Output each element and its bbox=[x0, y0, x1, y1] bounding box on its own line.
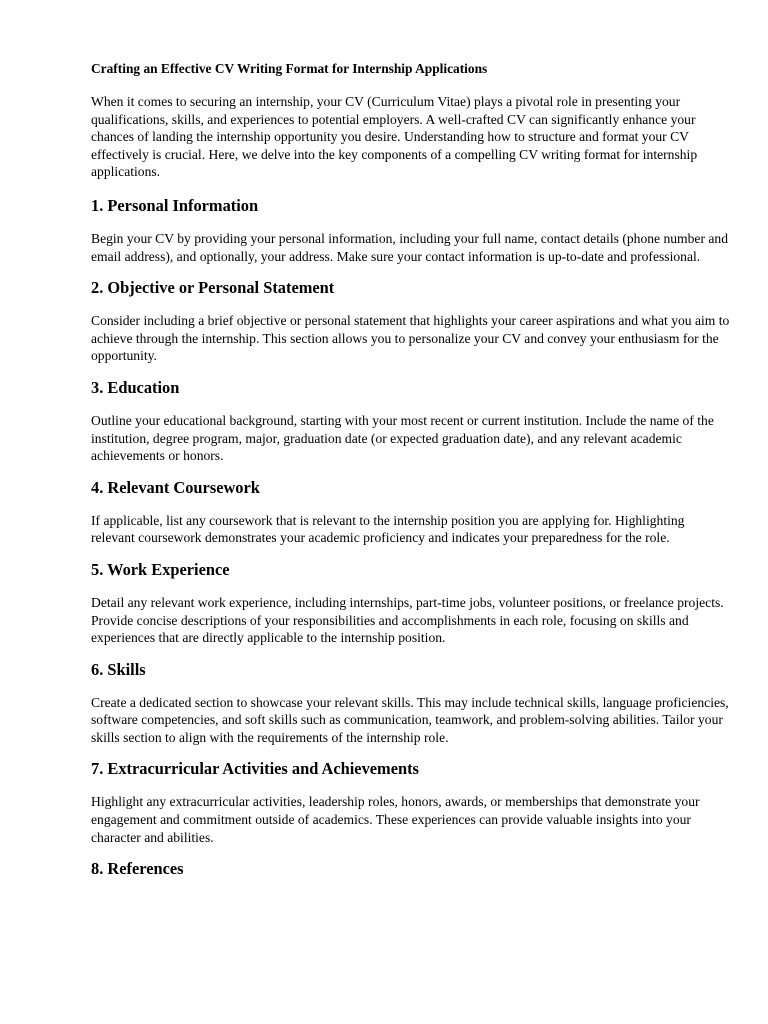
section-heading: 6. Skills bbox=[91, 659, 146, 679]
section-body: If applicable, list any coursework that is relevant to the internship position you are applying for. Highlighting relevant coursework demonstrates your academic proficiency and indicates your preparedness for the role. bbox=[91, 512, 685, 546]
section-heading: 4. Relevant Coursework bbox=[91, 477, 260, 497]
intro-paragraph: When it comes to securing an internship, your CV (Curriculum Vitae) plays a pivotal role in presenting your qualifications, skills, and experiences to potential employers. A well-crafted CV can significantly enhance your chances of landing the internship opportunity you desire. Understanding how to structure and format your CV effectively is crucial. Here, we delve into the key components of a compelling CV writing format for internship applications. bbox=[91, 94, 698, 180]
document-title: Crafting an Effective CV Writing Format for Internship Applications bbox=[91, 61, 488, 76]
section-body: Highlight any extracurricular activities, leadership roles, honors, awards, or memberships that demonstrate your engagement and commitment outside of academics. These experiences can provide valuable insights into your character and abilities. bbox=[91, 794, 700, 845]
section-education bbox=[91, 378, 731, 465]
section-heading: 3. Education bbox=[91, 377, 180, 397]
section-extracurricular bbox=[91, 759, 731, 846]
section-work-experience bbox=[91, 560, 731, 647]
section-heading: 7. Extracurricular Activities and Achievements bbox=[91, 759, 419, 779]
document-page bbox=[91, 60, 731, 893]
section-heading: 5. Work Experience bbox=[91, 559, 230, 579]
section-personal-information bbox=[91, 196, 731, 265]
section-heading: 2. Objective or Personal Statement bbox=[91, 278, 335, 298]
section-skills bbox=[91, 660, 731, 747]
section-relevant-coursework bbox=[91, 478, 731, 547]
section-heading: 8. References bbox=[91, 859, 184, 879]
section-body: Create a dedicated section to showcase your relevant skills. This may include technical skills, language proficiencies, software competencies, and soft skills such as communication, teamwork, and problem-solving abilities. Tailor your skills section to align with the requirements of the internship role. bbox=[91, 694, 729, 745]
section-body: Consider including a brief objective or personal statement that highlights your career aspirations and what you aim to achieve through the internship. This section allows you to personalize your CV and convey your enthusiasm for the opportunity. bbox=[91, 313, 730, 364]
section-references bbox=[91, 859, 731, 879]
section-objective bbox=[91, 278, 731, 365]
section-body: Detail any relevant work experience, including internships, part-time jobs, volunteer positions, or freelance projects. Provide concise descriptions of your responsibilities and accomplishments in each role, focusing on skills and experiences that are directly applicable to the internship position. bbox=[91, 594, 724, 646]
section-heading: 1. Personal Information bbox=[91, 195, 259, 215]
section-body: Begin your CV by providing your personal information, including your full name, contact details (phone number and email address), and optionally, your address. Make sure your contact information is up-to-date and professional. bbox=[91, 230, 729, 264]
section-body: Outline your educational background, starting with your most recent or current institution. Include the name of the institution, degree program, major, graduation date (or expected graduation date), and any relevant academic achievements or honors. bbox=[91, 412, 714, 464]
